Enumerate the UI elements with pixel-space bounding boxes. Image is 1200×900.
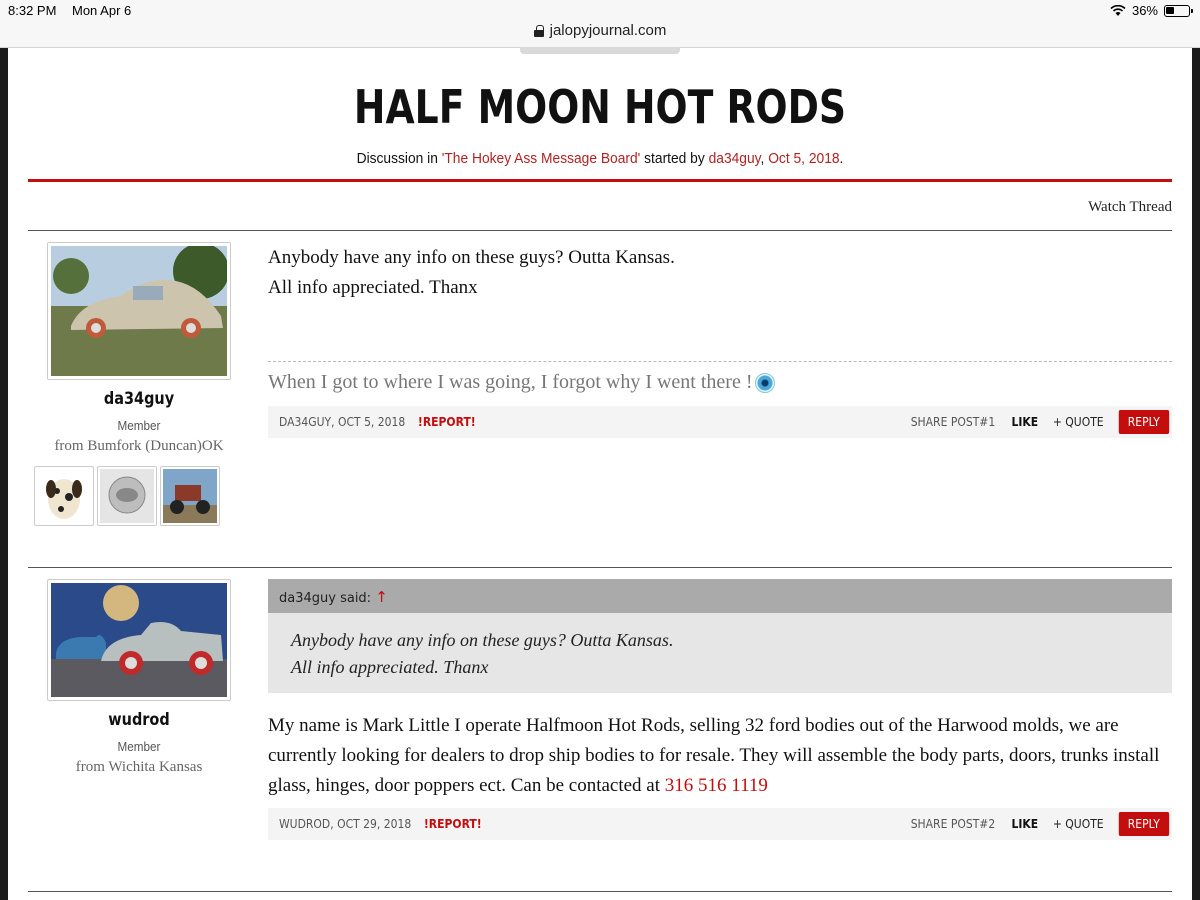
watch-thread-link[interactable]: Watch Thread: [1088, 199, 1172, 215]
battery-percent: 36%: [1131, 3, 1158, 18]
url-bar[interactable]: [0, 22, 1200, 48]
avatar[interactable]: [47, 579, 231, 701]
quote-line: All info appreciated. Thanx: [291, 657, 489, 677]
battery-icon: [1164, 5, 1190, 17]
thread-subtitle: [55, 150, 1144, 167]
status-bar: [0, 0, 1200, 22]
lock-icon: [534, 25, 544, 37]
status-time: 8:32 PM: [8, 3, 57, 18]
post-message: [268, 711, 1172, 801]
signature-text: When I got to where I was going, I forgot why I went there !: [268, 371, 753, 393]
report-link[interactable]: !REPORT!: [417, 415, 476, 429]
status-date: Mon Apr 6: [72, 3, 132, 18]
hotrod-badge-image: [163, 469, 217, 523]
post-meta-bar: [268, 406, 1172, 438]
trophy-badge[interactable]: [97, 466, 157, 526]
subtitle-comma: ,: [760, 150, 769, 167]
post-user-location: from Bumfork (Duncan)OK: [54, 438, 224, 454]
quote-author: da34guy said:: [279, 591, 372, 606]
post-message: [268, 243, 1172, 303]
thread-date-link[interactable]: Oct 5, 2018: [768, 150, 840, 167]
title-divider: [28, 179, 1172, 182]
signature-divider: [268, 361, 1172, 362]
report-link[interactable]: !REPORT!: [423, 817, 482, 831]
message-line: Anybody have any info on these guys? Outta Kansas.: [268, 247, 675, 268]
page: [8, 48, 1192, 900]
message-line: All info appreciated. Thanx: [268, 277, 478, 298]
quote-jump-arrow-icon[interactable]: ↑: [375, 588, 388, 606]
message-text: My name is Mark Little I operate Halfmoon Hot Rods, selling 32 ford bodies out of the Harwood molds, we are currently looking for dealers to drop ship bodies to for resale. They will assemble the body parts, doors, trunks install glass, hinges, door poppers ect. Can be contacted at: [268, 715, 1160, 796]
share-post-link[interactable]: SHARE POST#1: [911, 415, 996, 429]
phone-number[interactable]: 316 516 1119: [664, 775, 768, 796]
avatar-image: [51, 246, 227, 376]
quote-body: [268, 613, 1172, 693]
post-username[interactable]: da34guy: [103, 389, 175, 409]
status-right: [1110, 3, 1190, 18]
signature: [268, 371, 775, 394]
quote-button[interactable]: + QUOTE: [1052, 415, 1104, 429]
post-divider: [28, 230, 1172, 231]
post-user-location: from Wichita Kansas: [75, 759, 203, 775]
like-button[interactable]: LIKE: [1011, 817, 1039, 831]
post-author-date[interactable]: DA34GUY, OCT 5, 2018: [279, 415, 406, 429]
quote-line: Anybody have any info on these guys? Outta Kansas.: [291, 630, 674, 650]
author-link[interactable]: da34guy: [708, 150, 761, 167]
post-user-role: Member: [117, 739, 161, 754]
subtitle-period: .: [839, 150, 844, 167]
dog-badge-image: [37, 469, 91, 523]
post-username[interactable]: wudrod: [108, 710, 170, 730]
avatar[interactable]: [47, 242, 231, 380]
url-text[interactable]: jalopyjournal.com: [549, 22, 667, 39]
helmet-badge-image: [100, 469, 154, 523]
quote-button[interactable]: + QUOTE: [1052, 817, 1104, 831]
post-divider: [28, 567, 1172, 568]
eyeball-icon: [755, 373, 775, 393]
subtitle-started-by: started by: [640, 150, 709, 167]
forum-link[interactable]: 'The Hokey Ass Message Board': [441, 150, 641, 167]
share-post-link[interactable]: SHARE POST#2: [911, 817, 996, 831]
post-divider: [28, 891, 1172, 892]
thread-title: HALF MOON HOT RODS: [353, 80, 847, 134]
like-button[interactable]: LIKE: [1011, 415, 1039, 429]
reply-button[interactable]: REPLY: [1119, 410, 1169, 434]
subtitle-prefix: Discussion in: [356, 150, 442, 167]
trophy-badge[interactable]: [34, 466, 94, 526]
reply-button[interactable]: REPLY: [1119, 812, 1169, 836]
trophy-badge[interactable]: [160, 466, 220, 526]
avatar-image: [51, 583, 227, 697]
quote-header: [268, 579, 1172, 613]
post-author-date[interactable]: WUDROD, OCT 29, 2018: [279, 817, 412, 831]
post-meta-bar: [268, 808, 1172, 840]
tab-indicator: [520, 47, 680, 54]
wifi-icon: [1110, 5, 1126, 17]
post-user-role: Member: [117, 418, 161, 433]
quoted-post: [268, 579, 1172, 693]
